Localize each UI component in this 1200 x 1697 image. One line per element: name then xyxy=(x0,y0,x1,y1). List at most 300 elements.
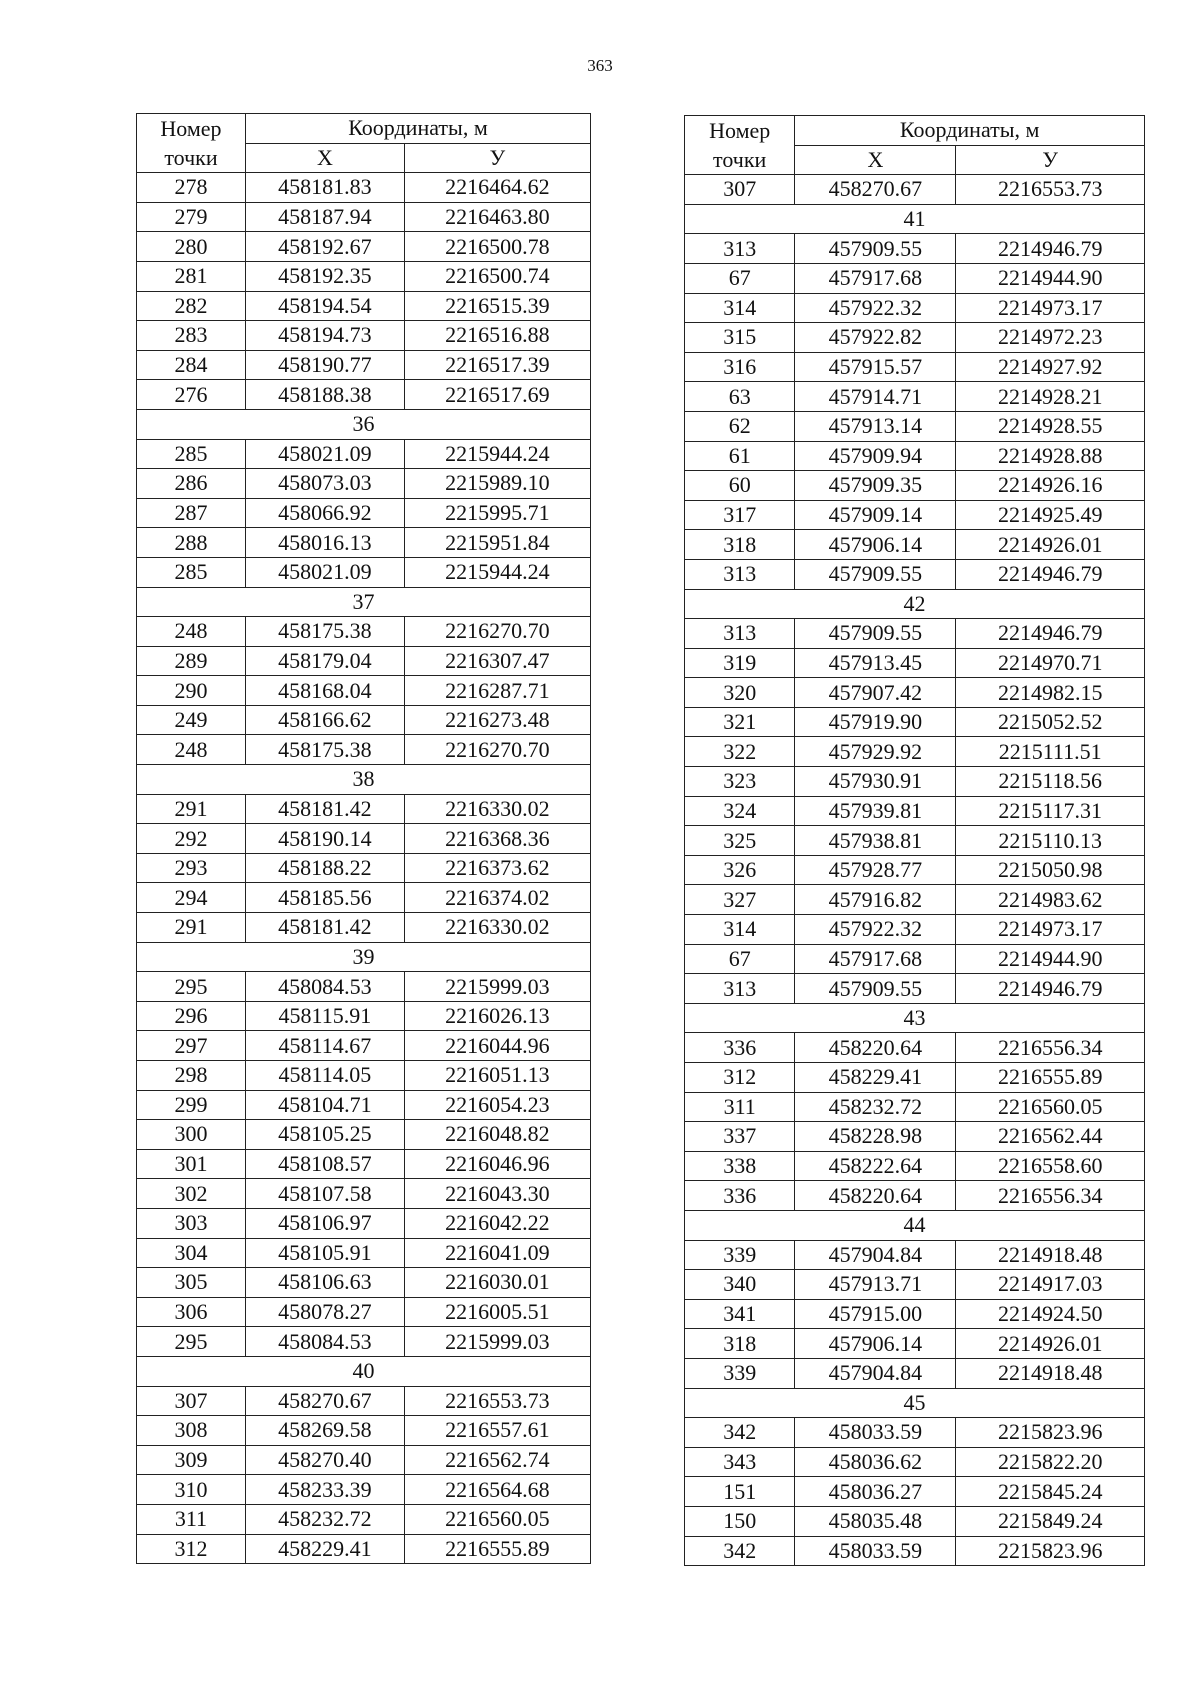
point-number-cell: 306 xyxy=(137,1297,246,1327)
table-row xyxy=(685,915,1145,945)
y-coordinate-cell: 2215995.71 xyxy=(404,498,590,528)
x-coordinate-cell: 458036.62 xyxy=(795,1447,956,1477)
x-coordinate-cell: 457913.71 xyxy=(795,1270,956,1300)
section-number: 44 xyxy=(685,1210,1145,1240)
x-coordinate-cell: 458270.67 xyxy=(245,1386,404,1416)
point-number-cell: 300 xyxy=(137,1120,246,1150)
x-coordinate-cell: 458021.09 xyxy=(245,557,404,587)
table-row xyxy=(137,291,591,321)
table-row xyxy=(685,323,1145,353)
x-coordinate-cell: 458073.03 xyxy=(245,469,404,499)
table-row xyxy=(685,885,1145,915)
x-coordinate-cell: 457938.81 xyxy=(795,826,956,856)
table-row xyxy=(137,439,591,469)
point-number-cell: 327 xyxy=(685,885,795,915)
y-coordinate-cell: 2214946.79 xyxy=(956,619,1145,649)
point-number-cell: 307 xyxy=(685,175,795,205)
table-row xyxy=(685,1122,1145,1152)
x-coordinate-cell: 458084.53 xyxy=(245,972,404,1002)
x-coordinate-cell: 458168.04 xyxy=(245,676,404,706)
header-y: У xyxy=(956,145,1145,175)
point-number-cell: 302 xyxy=(137,1179,246,1209)
x-coordinate-cell: 457928.77 xyxy=(795,855,956,885)
table-row xyxy=(685,1506,1145,1536)
x-coordinate-cell: 458036.27 xyxy=(795,1477,956,1507)
y-coordinate-cell: 2216555.89 xyxy=(956,1063,1145,1093)
x-coordinate-cell: 457906.14 xyxy=(795,1329,956,1359)
point-number-cell: 312 xyxy=(685,1063,795,1093)
point-number-cell: 276 xyxy=(137,380,246,410)
x-coordinate-cell: 457906.14 xyxy=(795,530,956,560)
x-coordinate-cell: 458035.48 xyxy=(795,1506,956,1536)
y-coordinate-cell: 2216051.13 xyxy=(404,1061,590,1091)
point-number-cell: 249 xyxy=(137,705,246,735)
x-coordinate-cell: 457915.00 xyxy=(795,1299,956,1329)
point-number-cell: 326 xyxy=(685,855,795,885)
y-coordinate-cell: 2214944.90 xyxy=(956,263,1145,293)
point-number-cell: 293 xyxy=(137,853,246,883)
y-coordinate-cell: 2216555.89 xyxy=(404,1534,590,1564)
table-row xyxy=(137,1268,591,1298)
y-coordinate-cell: 2214925.49 xyxy=(956,500,1145,530)
table-row xyxy=(137,1149,591,1179)
point-number-cell: 291 xyxy=(137,794,246,824)
point-number-cell: 67 xyxy=(685,944,795,974)
y-coordinate-cell: 2216553.73 xyxy=(404,1386,590,1416)
y-coordinate-cell: 2216516.88 xyxy=(404,321,590,351)
x-coordinate-cell: 458114.05 xyxy=(245,1061,404,1091)
section-row xyxy=(685,204,1145,234)
y-coordinate-cell: 2216373.62 xyxy=(404,853,590,883)
section-number: 41 xyxy=(685,204,1145,234)
table-header xyxy=(685,116,1145,175)
section-number: 37 xyxy=(137,587,591,617)
table-row xyxy=(137,321,591,351)
x-coordinate-cell: 458194.54 xyxy=(245,291,404,321)
table-row xyxy=(685,1033,1145,1063)
table-row xyxy=(137,1504,591,1534)
table-row xyxy=(685,826,1145,856)
table-row xyxy=(685,767,1145,797)
y-coordinate-cell: 2215118.56 xyxy=(956,767,1145,797)
x-coordinate-cell: 457916.82 xyxy=(795,885,956,915)
point-number-cell: 294 xyxy=(137,883,246,913)
y-coordinate-cell: 2216463.80 xyxy=(404,202,590,232)
table-row xyxy=(137,202,591,232)
table-row xyxy=(137,883,591,913)
coordinates-table-right xyxy=(684,115,1145,1566)
table-row xyxy=(685,263,1145,293)
y-coordinate-cell: 2215823.96 xyxy=(956,1536,1145,1566)
table-row xyxy=(685,1299,1145,1329)
table-row xyxy=(137,1061,591,1091)
x-coordinate-cell: 457917.68 xyxy=(795,263,956,293)
point-number-cell: 299 xyxy=(137,1090,246,1120)
x-coordinate-cell: 458104.71 xyxy=(245,1090,404,1120)
table-row xyxy=(685,737,1145,767)
point-number-cell: 291 xyxy=(137,913,246,943)
point-number-cell: 318 xyxy=(685,530,795,560)
point-number-cell: 292 xyxy=(137,824,246,854)
x-coordinate-cell: 457929.92 xyxy=(795,737,956,767)
x-coordinate-cell: 458181.83 xyxy=(245,173,404,203)
y-coordinate-cell: 2216500.78 xyxy=(404,232,590,262)
header-point-line1: Номер xyxy=(685,116,795,146)
table-row xyxy=(685,293,1145,323)
point-number-cell: 323 xyxy=(685,767,795,797)
point-number-cell: 248 xyxy=(137,617,246,647)
point-number-cell: 314 xyxy=(685,915,795,945)
point-number-cell: 313 xyxy=(685,234,795,264)
x-coordinate-cell: 458166.62 xyxy=(245,705,404,735)
table-row xyxy=(137,1297,591,1327)
point-number-cell: 325 xyxy=(685,826,795,856)
point-number-cell: 324 xyxy=(685,796,795,826)
y-coordinate-cell: 2215989.10 xyxy=(404,469,590,499)
table-row xyxy=(685,678,1145,708)
y-coordinate-cell: 2214928.88 xyxy=(956,441,1145,471)
table-row xyxy=(685,974,1145,1004)
table-row xyxy=(685,530,1145,560)
table-body-right xyxy=(685,175,1145,1566)
x-coordinate-cell: 458115.91 xyxy=(245,1001,404,1031)
x-coordinate-cell: 457904.84 xyxy=(795,1358,956,1388)
point-number-cell: 321 xyxy=(685,707,795,737)
point-number-cell: 339 xyxy=(685,1240,795,1270)
x-coordinate-cell: 457907.42 xyxy=(795,678,956,708)
y-coordinate-cell: 2214946.79 xyxy=(956,234,1145,264)
x-coordinate-cell: 457909.55 xyxy=(795,619,956,649)
x-coordinate-cell: 457917.68 xyxy=(795,944,956,974)
table-row xyxy=(685,1063,1145,1093)
x-coordinate-cell: 458187.94 xyxy=(245,202,404,232)
y-coordinate-cell: 2216560.05 xyxy=(956,1092,1145,1122)
section-number: 42 xyxy=(685,589,1145,619)
table-row xyxy=(685,1418,1145,1448)
y-coordinate-cell: 2216556.34 xyxy=(956,1033,1145,1063)
x-coordinate-cell: 458270.40 xyxy=(245,1445,404,1475)
table-body-left xyxy=(137,173,591,1564)
x-coordinate-cell: 458220.64 xyxy=(795,1033,956,1063)
point-number-cell: 341 xyxy=(685,1299,795,1329)
table-row xyxy=(137,1090,591,1120)
y-coordinate-cell: 2214973.17 xyxy=(956,915,1145,945)
y-coordinate-cell: 2214924.50 xyxy=(956,1299,1145,1329)
section-row xyxy=(685,1210,1145,1240)
y-coordinate-cell: 2216500.74 xyxy=(404,261,590,291)
section-row xyxy=(137,409,591,439)
table-row xyxy=(685,382,1145,412)
point-number-cell: 63 xyxy=(685,382,795,412)
x-coordinate-cell: 458188.22 xyxy=(245,853,404,883)
point-number-cell: 60 xyxy=(685,471,795,501)
table-row xyxy=(685,500,1145,530)
point-number-cell: 290 xyxy=(137,676,246,706)
point-number-cell: 283 xyxy=(137,321,246,351)
point-number-cell: 286 xyxy=(137,469,246,499)
x-coordinate-cell: 457914.71 xyxy=(795,382,956,412)
x-coordinate-cell: 458033.59 xyxy=(795,1418,956,1448)
header-coordinates: Координаты, м xyxy=(245,114,590,144)
table-row xyxy=(137,528,591,558)
table-row xyxy=(137,1238,591,1268)
x-coordinate-cell: 458084.53 xyxy=(245,1327,404,1357)
table-row xyxy=(137,232,591,262)
x-coordinate-cell: 458181.42 xyxy=(245,794,404,824)
x-coordinate-cell: 458270.67 xyxy=(795,175,956,205)
point-number-cell: 311 xyxy=(137,1504,246,1534)
point-number-cell: 280 xyxy=(137,232,246,262)
y-coordinate-cell: 2215117.31 xyxy=(956,796,1145,826)
point-number-cell: 296 xyxy=(137,1001,246,1031)
point-number-cell: 342 xyxy=(685,1536,795,1566)
table-row xyxy=(685,619,1145,649)
table-row xyxy=(137,913,591,943)
y-coordinate-cell: 2215111.51 xyxy=(956,737,1145,767)
table-row xyxy=(137,1120,591,1150)
point-number-cell: 314 xyxy=(685,293,795,323)
x-coordinate-cell: 458106.97 xyxy=(245,1208,404,1238)
y-coordinate-cell: 2216374.02 xyxy=(404,883,590,913)
y-coordinate-cell: 2216270.70 xyxy=(404,617,590,647)
point-number-cell: 307 xyxy=(137,1386,246,1416)
y-coordinate-cell: 2215999.03 xyxy=(404,972,590,1002)
point-number-cell: 311 xyxy=(685,1092,795,1122)
point-number-cell: 312 xyxy=(137,1534,246,1564)
point-number-cell: 317 xyxy=(685,500,795,530)
x-coordinate-cell: 457913.14 xyxy=(795,411,956,441)
section-row xyxy=(685,589,1145,619)
y-coordinate-cell: 2214928.21 xyxy=(956,382,1145,412)
point-number-cell: 319 xyxy=(685,648,795,678)
point-number-cell: 340 xyxy=(685,1270,795,1300)
y-coordinate-cell: 2216558.60 xyxy=(956,1151,1145,1181)
x-coordinate-cell: 458229.41 xyxy=(795,1063,956,1093)
table-row xyxy=(685,559,1145,589)
y-coordinate-cell: 2216564.68 xyxy=(404,1475,590,1505)
point-number-cell: 315 xyxy=(685,323,795,353)
x-coordinate-cell: 458175.38 xyxy=(245,735,404,765)
table-row xyxy=(685,796,1145,826)
table-row xyxy=(685,944,1145,974)
table-row xyxy=(137,972,591,1002)
point-number-cell: 295 xyxy=(137,1327,246,1357)
section-row xyxy=(685,1388,1145,1418)
point-number-cell: 278 xyxy=(137,173,246,203)
x-coordinate-cell: 458105.25 xyxy=(245,1120,404,1150)
x-coordinate-cell: 457915.57 xyxy=(795,352,956,382)
point-number-cell: 279 xyxy=(137,202,246,232)
table-row xyxy=(137,1031,591,1061)
x-coordinate-cell: 458033.59 xyxy=(795,1536,956,1566)
table-row xyxy=(685,411,1145,441)
y-coordinate-cell: 2214918.48 xyxy=(956,1358,1145,1388)
x-coordinate-cell: 458229.41 xyxy=(245,1534,404,1564)
table-row xyxy=(685,1447,1145,1477)
x-coordinate-cell: 458190.77 xyxy=(245,350,404,380)
header-point-line2: точки xyxy=(685,145,795,175)
table-row xyxy=(685,441,1145,471)
point-number-cell: 316 xyxy=(685,352,795,382)
table-row xyxy=(137,469,591,499)
x-coordinate-cell: 458066.92 xyxy=(245,498,404,528)
point-number-cell: 285 xyxy=(137,439,246,469)
y-coordinate-cell: 2214973.17 xyxy=(956,293,1145,323)
section-number: 43 xyxy=(685,1003,1145,1033)
y-coordinate-cell: 2214944.90 xyxy=(956,944,1145,974)
section-number: 38 xyxy=(137,765,591,795)
y-coordinate-cell: 2216556.34 xyxy=(956,1181,1145,1211)
y-coordinate-cell: 2216307.47 xyxy=(404,646,590,676)
point-number-cell: 308 xyxy=(137,1416,246,1446)
x-coordinate-cell: 458181.42 xyxy=(245,913,404,943)
point-number-cell: 248 xyxy=(137,735,246,765)
table-row xyxy=(685,1181,1145,1211)
table-row xyxy=(137,824,591,854)
x-coordinate-cell: 457909.55 xyxy=(795,974,956,1004)
table-row xyxy=(685,471,1145,501)
point-number-cell: 305 xyxy=(137,1268,246,1298)
x-coordinate-cell: 458106.63 xyxy=(245,1268,404,1298)
table-row xyxy=(137,557,591,587)
x-coordinate-cell: 457930.91 xyxy=(795,767,956,797)
table-row xyxy=(137,1327,591,1357)
y-coordinate-cell: 2214946.79 xyxy=(956,974,1145,1004)
point-number-cell: 288 xyxy=(137,528,246,558)
y-coordinate-cell: 2216562.44 xyxy=(956,1122,1145,1152)
x-coordinate-cell: 457909.55 xyxy=(795,234,956,264)
header-x: X xyxy=(245,143,404,173)
table-row xyxy=(685,234,1145,264)
table-row xyxy=(685,1358,1145,1388)
point-number-cell: 313 xyxy=(685,974,795,1004)
x-coordinate-cell: 457919.90 xyxy=(795,707,956,737)
x-coordinate-cell: 458232.72 xyxy=(245,1504,404,1534)
y-coordinate-cell: 2216046.96 xyxy=(404,1149,590,1179)
point-number-cell: 67 xyxy=(685,263,795,293)
table-row xyxy=(685,855,1145,885)
table-row xyxy=(137,1534,591,1564)
x-coordinate-cell: 458222.64 xyxy=(795,1151,956,1181)
x-coordinate-cell: 457904.84 xyxy=(795,1240,956,1270)
header-point-line1: Номер xyxy=(137,114,246,144)
y-coordinate-cell: 2216287.71 xyxy=(404,676,590,706)
y-coordinate-cell: 2216041.09 xyxy=(404,1238,590,1268)
point-number-cell: 303 xyxy=(137,1208,246,1238)
y-coordinate-cell: 2214926.01 xyxy=(956,530,1145,560)
x-coordinate-cell: 457922.32 xyxy=(795,915,956,945)
point-number-cell: 150 xyxy=(685,1506,795,1536)
table-row xyxy=(685,707,1145,737)
y-coordinate-cell: 2216270.70 xyxy=(404,735,590,765)
y-coordinate-cell: 2214928.55 xyxy=(956,411,1145,441)
table-row xyxy=(685,648,1145,678)
section-row xyxy=(137,587,591,617)
x-coordinate-cell: 457909.14 xyxy=(795,500,956,530)
y-coordinate-cell: 2214982.15 xyxy=(956,678,1145,708)
point-number-cell: 309 xyxy=(137,1445,246,1475)
section-row xyxy=(685,1003,1145,1033)
x-coordinate-cell: 457913.45 xyxy=(795,648,956,678)
y-coordinate-cell: 2216557.61 xyxy=(404,1416,590,1446)
x-coordinate-cell: 458108.57 xyxy=(245,1149,404,1179)
y-coordinate-cell: 2216042.22 xyxy=(404,1208,590,1238)
x-coordinate-cell: 458269.58 xyxy=(245,1416,404,1446)
y-coordinate-cell: 2216005.51 xyxy=(404,1297,590,1327)
x-coordinate-cell: 457909.94 xyxy=(795,441,956,471)
point-number-cell: 285 xyxy=(137,557,246,587)
point-number-cell: 313 xyxy=(685,559,795,589)
x-coordinate-cell: 458220.64 xyxy=(795,1181,956,1211)
x-coordinate-cell: 457939.81 xyxy=(795,796,956,826)
y-coordinate-cell: 2214917.03 xyxy=(956,1270,1145,1300)
table-row xyxy=(685,1536,1145,1566)
y-coordinate-cell: 2215823.96 xyxy=(956,1418,1145,1448)
point-number-cell: 297 xyxy=(137,1031,246,1061)
point-number-cell: 281 xyxy=(137,261,246,291)
y-coordinate-cell: 2216517.69 xyxy=(404,380,590,410)
table-row xyxy=(685,1240,1145,1270)
point-number-cell: 337 xyxy=(685,1122,795,1152)
y-coordinate-cell: 2215110.13 xyxy=(956,826,1145,856)
table-row xyxy=(685,352,1145,382)
header-coordinates: Координаты, м xyxy=(795,116,1145,146)
y-coordinate-cell: 2215999.03 xyxy=(404,1327,590,1357)
table-row xyxy=(685,175,1145,205)
y-coordinate-cell: 2215951.84 xyxy=(404,528,590,558)
point-number-cell: 313 xyxy=(685,619,795,649)
y-coordinate-cell: 2216560.05 xyxy=(404,1504,590,1534)
x-coordinate-cell: 458114.67 xyxy=(245,1031,404,1061)
table-row xyxy=(685,1270,1145,1300)
point-number-cell: 322 xyxy=(685,737,795,767)
y-coordinate-cell: 2214918.48 xyxy=(956,1240,1145,1270)
point-number-cell: 282 xyxy=(137,291,246,321)
point-number-cell: 301 xyxy=(137,1149,246,1179)
point-number-cell: 339 xyxy=(685,1358,795,1388)
y-coordinate-cell: 2215944.24 xyxy=(404,439,590,469)
point-number-cell: 342 xyxy=(685,1418,795,1448)
point-number-cell: 310 xyxy=(137,1475,246,1505)
table-header xyxy=(137,114,591,173)
table-row xyxy=(137,498,591,528)
header-x: X xyxy=(795,145,956,175)
point-number-cell: 336 xyxy=(685,1181,795,1211)
table-row xyxy=(137,380,591,410)
y-coordinate-cell: 2216048.82 xyxy=(404,1120,590,1150)
point-number-cell: 343 xyxy=(685,1447,795,1477)
y-coordinate-cell: 2215845.24 xyxy=(956,1477,1145,1507)
x-coordinate-cell: 458233.39 xyxy=(245,1475,404,1505)
y-coordinate-cell: 2216368.36 xyxy=(404,824,590,854)
header-y: У xyxy=(404,143,590,173)
y-coordinate-cell: 2215944.24 xyxy=(404,557,590,587)
x-coordinate-cell: 458188.38 xyxy=(245,380,404,410)
point-number-cell: 295 xyxy=(137,972,246,1002)
table-row xyxy=(137,794,591,824)
y-coordinate-cell: 2216464.62 xyxy=(404,173,590,203)
y-coordinate-cell: 2214927.92 xyxy=(956,352,1145,382)
table-row xyxy=(137,261,591,291)
header-point-line2: точки xyxy=(137,143,246,173)
x-coordinate-cell: 458228.98 xyxy=(795,1122,956,1152)
section-number: 39 xyxy=(137,942,591,972)
y-coordinate-cell: 2216562.74 xyxy=(404,1445,590,1475)
table-row xyxy=(685,1092,1145,1122)
coordinates-table-left xyxy=(136,113,591,1564)
y-coordinate-cell: 2214970.71 xyxy=(956,648,1145,678)
x-coordinate-cell: 457909.35 xyxy=(795,471,956,501)
